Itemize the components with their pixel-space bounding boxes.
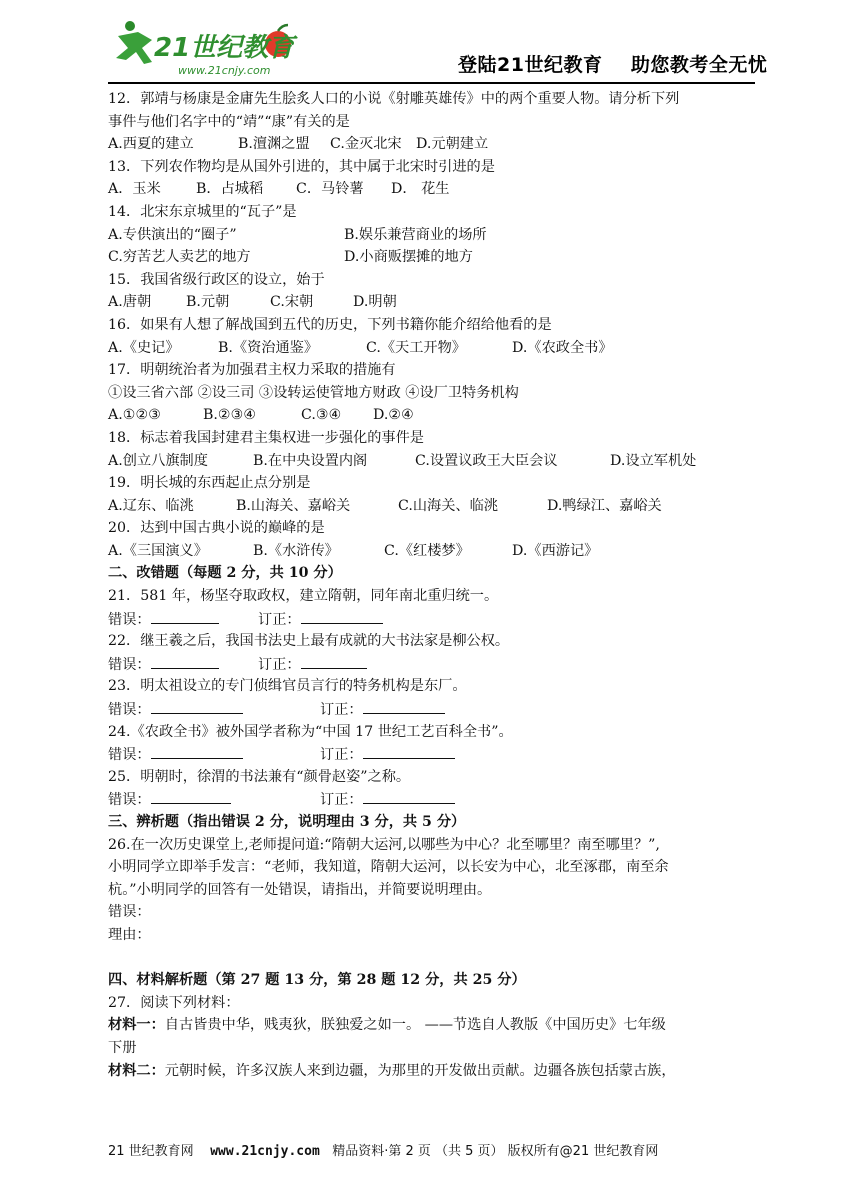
line-text: 14．北宋东京城里的“瓦子”是: [108, 203, 297, 220]
answer-option: D.设立军机处: [610, 452, 697, 469]
line-text: 元朝时候，许多汉族人来到边疆，为那里的开发做出贡献。边疆各族包括蒙古族，: [164, 1062, 676, 1079]
running-figure-icon: [116, 21, 152, 64]
answer-blank[interactable]: [363, 698, 445, 714]
text-line: [108, 1060, 768, 1083]
line-text: 17．明朝统治者为加强君主权力采取的措施有: [108, 362, 396, 379]
answer-blank[interactable]: [151, 788, 231, 804]
answer-blank[interactable]: [151, 743, 243, 759]
options-line: [108, 540, 768, 563]
text-line: [108, 111, 768, 134]
footer-info: 精品资料·第 2 页 （共 5 页） 版权所有@21 世纪教育网: [332, 1144, 659, 1159]
line-text: 三、辨析题（指出错误 2 分，说明理由 3 分，共 5 分）: [108, 814, 466, 830]
text-line: [108, 1014, 768, 1037]
text-line: [108, 314, 768, 337]
answer-option: C.山海关、临洮: [398, 497, 498, 514]
options-line: [108, 495, 768, 518]
line-text: 理由：: [108, 926, 151, 943]
answer-option: C．马铃薯: [296, 181, 364, 198]
answer-option: B.《水浒传》: [253, 542, 339, 559]
options-line: [108, 337, 768, 360]
page-content: [108, 88, 768, 1082]
text-line: [108, 201, 768, 224]
text-line: [108, 517, 768, 540]
blank-label: 订正：: [320, 747, 363, 764]
answer-option: C.③④: [301, 407, 342, 424]
blank-label: 订正：: [258, 611, 301, 628]
line-text: 杭。”小明同学的回答有一处错误，请指出，并简要说明理由。: [108, 881, 492, 898]
line-text: 23．明太祖设立的专门侦缉官员言行的特务机构是东厂。: [108, 678, 467, 695]
answer-option: D.②④: [373, 407, 414, 424]
correction-line: [108, 698, 768, 721]
line-text: 下册: [108, 1039, 137, 1056]
answer-option: B.元朝: [186, 294, 230, 311]
section-heading: [108, 969, 768, 992]
line-text: 四、材料解析题（第 27 题 13 分，第 28 题 12 分，共 25 分）: [108, 972, 526, 989]
answer-option: C.穷苦艺人卖艺的地方: [108, 249, 251, 266]
answer-blank[interactable]: [363, 788, 455, 804]
text-line: [108, 675, 768, 698]
answer-option: D.明朝: [353, 294, 397, 311]
answer-blank[interactable]: [301, 608, 383, 624]
text-line: [108, 427, 768, 450]
answer-option: D.《农政全书》: [512, 339, 613, 356]
page-footer: [108, 1140, 658, 1159]
answer-option: B.山海关、嘉峪关: [236, 497, 351, 514]
line-text: 22．继王羲之后，我国书法史上最有成就的大书法家是柳公权。: [108, 633, 510, 650]
blank-label: 订正：: [258, 656, 301, 673]
text-line: [108, 585, 768, 608]
text-line: [108, 992, 768, 1015]
text-line: [108, 766, 768, 789]
correction-line: [108, 788, 768, 811]
line-text: 21．581 年，杨坚夺取政权，建立隋朝，同年南北重归统一。: [108, 588, 499, 605]
answer-option: A.唐朝: [108, 294, 152, 311]
answer-option: B.《资治通鉴》: [218, 339, 319, 356]
line-text: 事件与他们名字中的“靖”“康”有关的是: [108, 113, 350, 130]
answer-option: C.金灭北宋: [330, 136, 402, 153]
line-text: 13．下列农作物均是从国外引进的，其中属于北宋时引进的是: [108, 158, 495, 175]
answer-option: B.娱乐兼营商业的场所: [344, 226, 487, 243]
text-line: [108, 924, 768, 969]
material-label: 材料一：: [108, 1017, 165, 1034]
line-text: 12．郭靖与杨康是金庸先生脍炙人口的小说《射雕英雄传》中的两个重要人物。请分析下列: [108, 91, 680, 107]
line-text: 27．阅读下列材料：: [108, 994, 240, 1011]
text-line: [108, 1037, 768, 1060]
blank-label: 错误：: [108, 747, 151, 764]
logo-text: 21世纪教育: [154, 33, 295, 63]
text-line: [108, 721, 768, 744]
line-text: 15．我国省级行政区的设立，始于: [108, 271, 325, 288]
answer-option: B.②③④: [203, 407, 257, 424]
answer-option: D.小商贩摆摊的地方: [344, 249, 473, 266]
text-line: [108, 382, 768, 405]
answer-blank[interactable]: [151, 653, 219, 669]
line-text: 16．如果有人想了解战国到五代的历史，下列书籍你能介绍给他看的是: [108, 316, 552, 333]
footer-site: 21 世纪教育网: [108, 1144, 194, 1159]
line-text: 自古皆贵中华，贱夷狄，朕独爱之如一。 ——节选自人教版《中国历史》七年级: [164, 1017, 666, 1034]
line-text: 小明同学立即举手发言：“老师，我知道，隋朝大运河，以长安为中心，北至涿郡，南至余: [108, 859, 669, 876]
answer-option: A.辽东、临洮: [108, 497, 194, 514]
answer-option: A.《三国演义》: [108, 542, 208, 559]
text-line: [108, 359, 768, 382]
text-line: [108, 856, 768, 879]
correction-line: [108, 743, 768, 766]
answer-option: A.①②③: [108, 407, 161, 424]
section-heading: [108, 562, 768, 585]
section-heading: [108, 811, 768, 834]
line-text: 20．达到中国古典小说的巅峰的是: [108, 520, 325, 537]
page-header: [0, 0, 860, 88]
options-line: [108, 224, 768, 247]
blank-label: 订正：: [320, 702, 363, 719]
line-text: ①设三省六部 ②设三司 ③设转运使管地方财政 ④设厂卫特务机构: [108, 384, 519, 401]
line-text: 18．标志着我国封建君主集权进一步强化的事件是: [108, 429, 424, 446]
text-line: [108, 472, 768, 495]
options-line: [108, 404, 768, 427]
answer-blank[interactable]: [151, 608, 219, 624]
blank-label: 订正：: [320, 792, 363, 809]
answer-option: C.宋朝: [270, 294, 314, 311]
line-text: 二、改错题（每题 2 分，共 10 分）: [108, 565, 342, 582]
answer-option: D． 花生: [391, 181, 450, 198]
header-rule: [108, 82, 755, 84]
answer-option: A.专供演出的“圈子”: [108, 226, 237, 243]
answer-option: C.《红楼梦》: [384, 542, 470, 559]
answer-option: D.《西游记》: [512, 542, 599, 559]
text-line: [108, 901, 768, 924]
footer-url: www.21cnjy.com: [210, 1144, 320, 1159]
options-line: [108, 178, 768, 201]
answer-option: A.《史记》: [108, 339, 180, 356]
answer-option: B.澶渊之盟: [238, 136, 310, 153]
answer-blank[interactable]: [363, 743, 455, 759]
blank-label: 错误：: [108, 702, 151, 719]
text-line: [108, 156, 768, 179]
answer-option: B.在中央设置内阁: [253, 452, 368, 469]
answer-blank[interactable]: [301, 653, 367, 669]
text-line: [108, 879, 768, 902]
text-line: [108, 834, 768, 857]
options-line: [108, 246, 768, 269]
options-line: [108, 291, 768, 314]
line-text: 25．明朝时，徐渭的书法兼有“颜骨赵姿”之称。: [108, 768, 411, 785]
header-slogan: 登陆21世纪教育 助您教考全无忧: [458, 54, 768, 76]
blank-label: 错误：: [108, 611, 151, 628]
text-line: [108, 88, 768, 111]
material-label: 材料二：: [108, 1062, 165, 1079]
answer-blank[interactable]: [151, 698, 243, 714]
correction-line: [108, 608, 768, 631]
text-line: [108, 630, 768, 653]
options-line: [108, 133, 768, 156]
answer-option: B．占城稻: [196, 181, 264, 198]
line-text: 24.《农政全书》被外国学者称为“中国 17 世纪工艺百科全书”。: [108, 723, 513, 740]
answer-option: C.《天工开物》: [366, 339, 466, 356]
site-logo: [108, 18, 308, 78]
correction-line: [108, 653, 768, 676]
logo-url: www.21cnjy.com: [178, 64, 271, 77]
answer-option: A．玉米: [108, 181, 161, 198]
line-text: 错误：: [108, 904, 151, 921]
options-line: [108, 450, 768, 473]
blank-label: 错误：: [108, 792, 151, 809]
text-line: [108, 269, 768, 292]
line-text: 26.在一次历史课堂上,老师提问道:“隋朝大运河,以哪些为中心？北至哪里？南至哪里？”,: [108, 836, 660, 853]
answer-option: A.西夏的建立: [108, 136, 194, 153]
answer-option: D.鸭绿江、嘉峪关: [547, 497, 662, 514]
answer-option: A.创立八旗制度: [108, 452, 208, 469]
answer-option: D.元朝建立: [416, 136, 489, 153]
blank-label: 错误：: [108, 656, 151, 673]
line-text: 19．明长城的东西起止点分别是: [108, 475, 311, 492]
answer-option: C.设置议政王大臣会议: [415, 452, 558, 469]
